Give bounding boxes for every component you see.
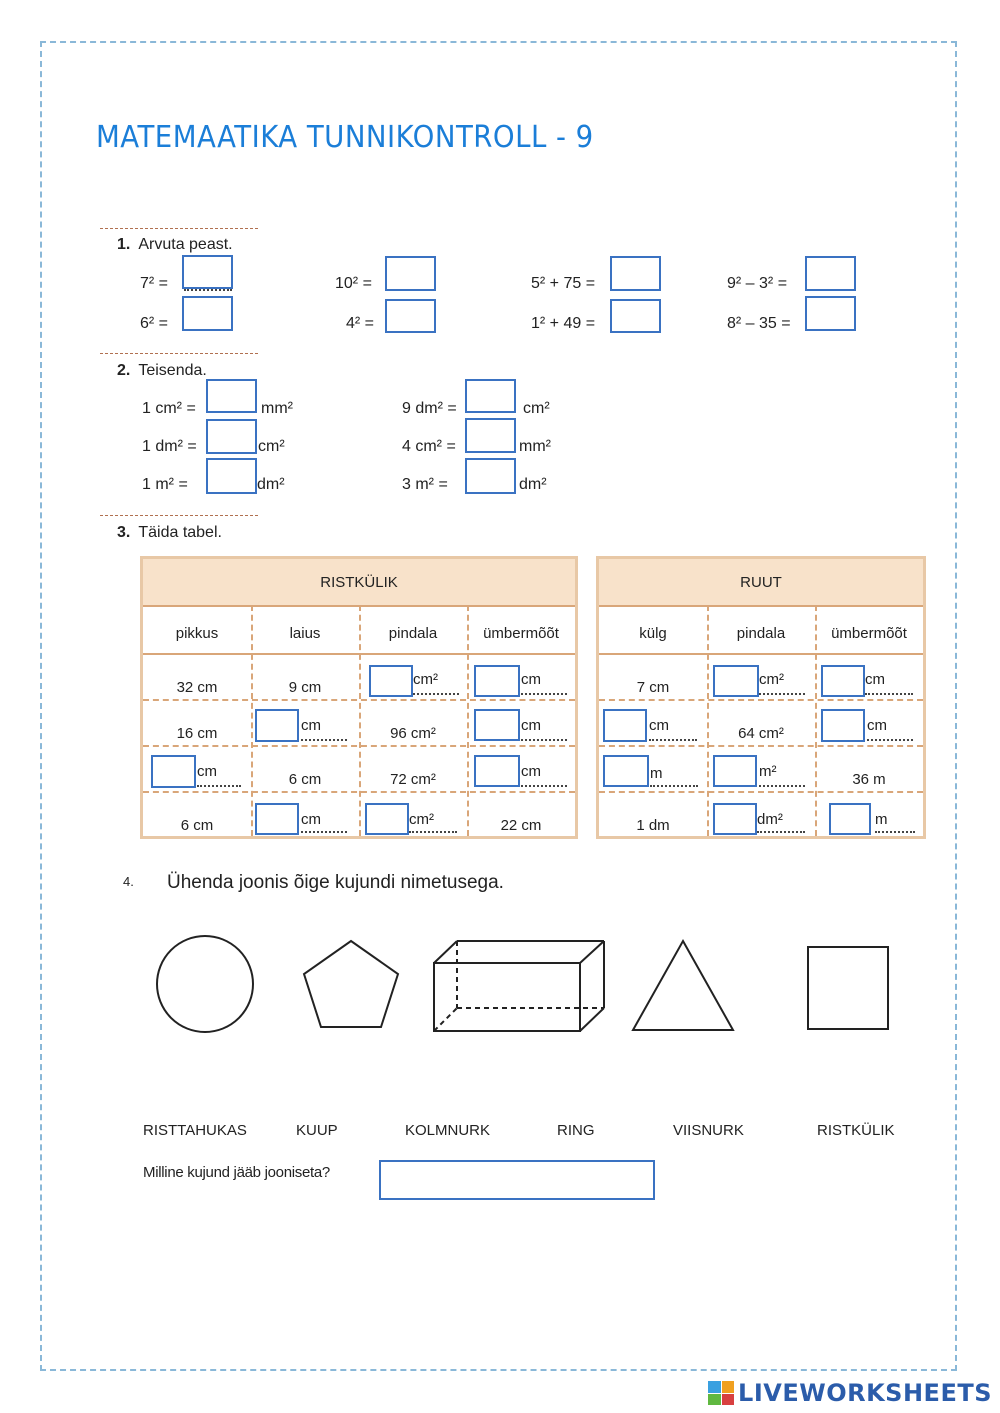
table-cell: 72 cm² <box>390 771 436 788</box>
unit-label: m <box>875 811 888 828</box>
task1-expr: 1² + 49 = <box>531 315 596 332</box>
unit-label: cm <box>867 717 887 734</box>
table-cell: 1 dm <box>636 817 670 834</box>
conversion-unit: cm² <box>523 400 550 417</box>
column-header: pikkus <box>175 625 219 642</box>
column-header: külg <box>639 625 667 642</box>
table-cell: 96 cm² <box>390 725 436 742</box>
column-header: ümbermõõt <box>483 625 559 642</box>
shape-name-label[interactable]: KOLMNURK <box>405 1122 491 1139</box>
liveworksheets-icon <box>708 1381 734 1405</box>
table-cell: 36 m <box>852 771 886 788</box>
shape-name-label[interactable]: RISTTAHUKAS <box>143 1122 247 1139</box>
unit-label: cm² <box>759 671 784 688</box>
conversion-expr: 9 dm² = <box>402 400 457 417</box>
task1-expr: 6² = <box>140 315 169 332</box>
unit-label: cm <box>521 671 541 688</box>
conversion-unit: cm² <box>258 438 285 455</box>
unit-label: m <box>650 765 663 782</box>
answer-input[interactable] <box>379 1160 655 1200</box>
circle-shape <box>157 936 253 1032</box>
shape-name-label[interactable]: KUUP <box>296 1122 338 1139</box>
question-label: Milline kujund jääb jooniseta? <box>143 1164 330 1181</box>
conversion-unit: mm² <box>261 400 293 417</box>
table-cell: 9 cm <box>288 679 322 696</box>
cuboid-shape <box>434 941 604 1031</box>
table-title: RISTKÜLIK <box>143 559 575 607</box>
task1-expr: 8² – 35 = <box>727 315 791 332</box>
pentagon-shape <box>304 941 398 1027</box>
unit-label: cm <box>521 763 541 780</box>
column-header: pindala <box>388 625 438 642</box>
unit-label: cm² <box>413 671 438 688</box>
conversion-expr: 1 dm² = <box>142 438 197 455</box>
table-title: RUUT <box>599 559 923 607</box>
page-title: MATEMAATIKA TUNNIKONTROLL - 9 <box>96 120 594 155</box>
shape-name-label[interactable]: RISTKÜLIK <box>817 1122 895 1139</box>
task4-heading: Ühenda joonis õige kujundi nimetusega. <box>167 872 504 893</box>
task1-expr: 9² – 3² = <box>727 275 788 292</box>
unit-label: cm <box>301 811 321 828</box>
task1-expr: 4² = <box>346 315 375 332</box>
square-shape <box>808 947 888 1029</box>
table-cell: 16 cm <box>176 725 218 742</box>
table-cell: 64 cm² <box>738 725 784 742</box>
brand-name: LIVEWORKSHEETS <box>738 1379 992 1407</box>
task4-number: 4. <box>123 874 134 889</box>
task2-heading: 2. Teisenda. <box>117 362 207 379</box>
unit-label: dm² <box>757 811 783 828</box>
table-cell: 6 cm <box>180 817 214 834</box>
conversion-expr: 4 cm² = <box>402 438 456 455</box>
task1-expr: 5² + 75 = <box>531 275 596 292</box>
task1-expr: 10² = <box>335 275 372 292</box>
unit-label: cm <box>301 717 321 734</box>
conversion-expr: 1 cm² = <box>142 400 196 417</box>
conversion-unit: dm² <box>257 476 285 493</box>
task3-heading: 3. Täida tabel. <box>117 524 222 541</box>
unit-label: m² <box>759 763 777 780</box>
triangle-shape <box>633 941 733 1030</box>
unit-label: cm <box>197 763 217 780</box>
shape-name-label[interactable]: VIISNURK <box>673 1122 744 1139</box>
unit-label: cm <box>521 717 541 734</box>
unit-label: cm <box>649 717 669 734</box>
table-cell: 22 cm <box>500 817 542 834</box>
column-header: ümbermõõt <box>831 625 907 642</box>
brand-logo <box>708 1379 992 1407</box>
unit-label: cm² <box>409 811 434 828</box>
shape-name-label[interactable]: RING <box>557 1122 595 1139</box>
task1-heading: 1. Arvuta peast. <box>117 236 233 253</box>
table-cell: 7 cm <box>636 679 670 696</box>
column-header: pindala <box>736 625 786 642</box>
conversion-unit: mm² <box>519 438 551 455</box>
column-header: laius <box>289 625 321 642</box>
table-cell: 32 cm <box>176 679 218 696</box>
unit-label: cm <box>865 671 885 688</box>
conversion-expr: 1 m² = <box>142 476 188 493</box>
conversion-unit: dm² <box>519 476 547 493</box>
table-cell: 6 cm <box>288 771 322 788</box>
conversion-expr: 3 m² = <box>402 476 448 493</box>
task1-expr: 7² = <box>140 275 169 292</box>
